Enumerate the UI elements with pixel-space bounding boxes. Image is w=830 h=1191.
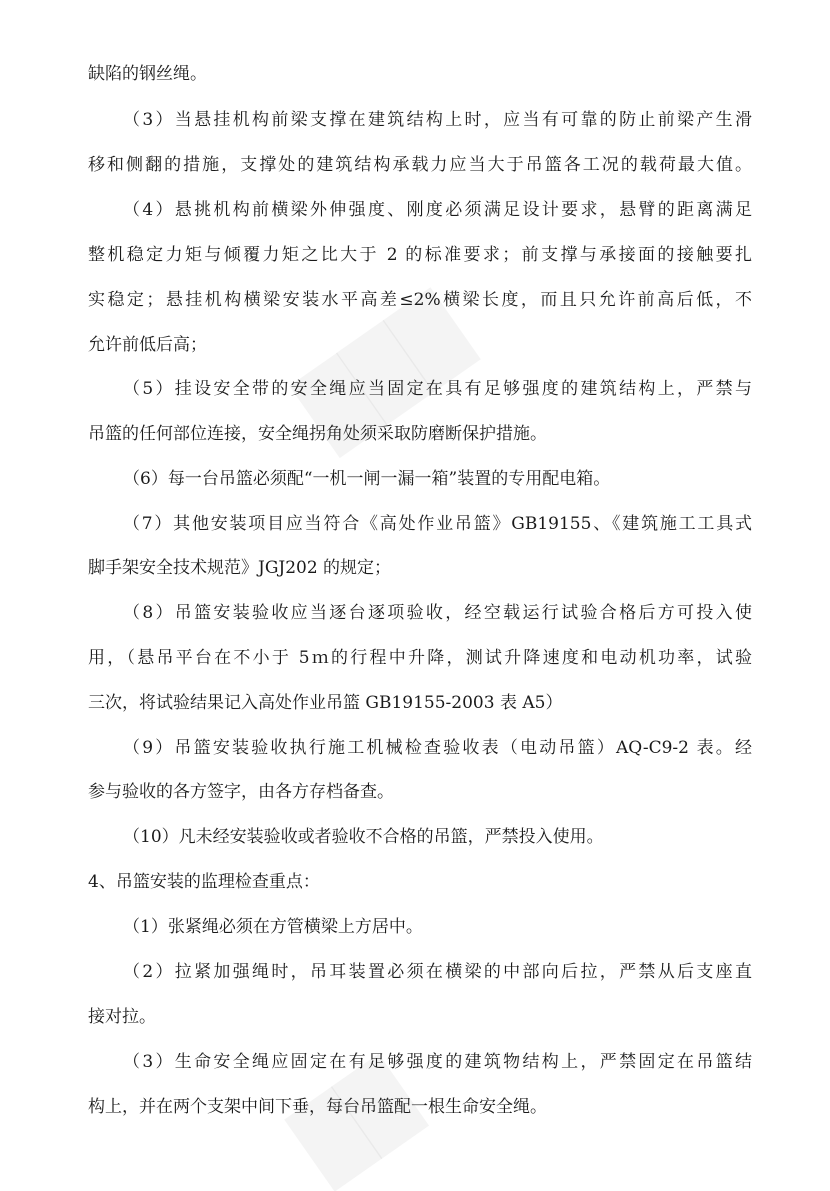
text-line: 缺陷的钢丝绳。: [88, 64, 207, 84]
text-line: （10）凡未经安装验收或者验收不合格的吊篮，严禁投入使用。: [123, 827, 604, 847]
text-line: （4）悬挑机构前横梁外伸强度、刚度必须满足设计要求，悬臂的距离满足: [123, 200, 752, 220]
text-line: （5）挂设安全带的安全绳应当固定在具有足够强度的建筑结构上，严禁与: [123, 379, 752, 399]
text-line: 三次，将试验结果记入高处作业吊篮 GB19155-2003 表 A5）: [88, 693, 563, 713]
text-line: 脚手架安全技术规范》JGJ202 的规定；: [88, 558, 392, 578]
text-line: 允许前低后高；: [88, 335, 207, 355]
text-line: （3）生命安全绳应固定在有足够强度的建筑物结构上，严禁固定在吊篮结: [123, 1052, 752, 1072]
text-line: （3）当悬挂机构前梁支撑在建筑结构上时，应当有可靠的防止前梁产生滑: [123, 110, 752, 130]
text-line: 实稳定；悬挂机构横梁安装水平高差≤2%横梁长度，而且只允许前高后低，不: [88, 290, 752, 310]
text-line: 参与验收的各方签字，由各方存档备查。: [88, 782, 394, 802]
text-line: （9）吊篮安装验收执行施工机械检查验收表（电动吊篮）AQ-C9-2 表。经: [123, 738, 752, 758]
text-line: 用，（悬吊平台在不小于 5ｍ的行程中升降，测试升降速度和电动机功率，试验: [88, 648, 752, 668]
text-line: 构上，并在两个支架中间下垂，每台吊篮配一根生命安全绳。: [88, 1097, 547, 1117]
text-line: 移和侧翻的措施，支撑处的建筑结构承载力应当大于吊篮各工况的载荷最大值。: [88, 155, 752, 175]
watermark: [286, 1055, 429, 1191]
text-line: （2）拉紧加强绳时，吊耳装置必须在横梁的中部向后拉，严禁从后支座直: [123, 962, 752, 982]
text-line: 整机稳定力矩与倾覆力矩之比大于 2 的标准要求；前支撑与承接面的接触要扎: [88, 245, 752, 265]
text-line: 吊篮的任何部位连接，安全绳拐角处须采取防磨断保护措施。: [88, 424, 547, 444]
text-line: （8）吊篮安装验收应当逐台逐项验收，经空载运行试验合格后方可投入使: [123, 603, 752, 623]
section-heading: 4、吊篮安装的监理检查重点：: [88, 872, 320, 892]
text-line: （6）每一台吊篮必须配“一机一闸一漏一箱”装置的专用配电箱。: [123, 469, 611, 489]
text-line: （7）其他安装项目应当符合《高处作业吊篮》GB19155、《建筑施工工具式: [123, 514, 752, 534]
text-line: （1）张紧绳必须在方管横梁上方居中。: [123, 917, 423, 937]
text-line: 接对拉。: [88, 1007, 156, 1027]
